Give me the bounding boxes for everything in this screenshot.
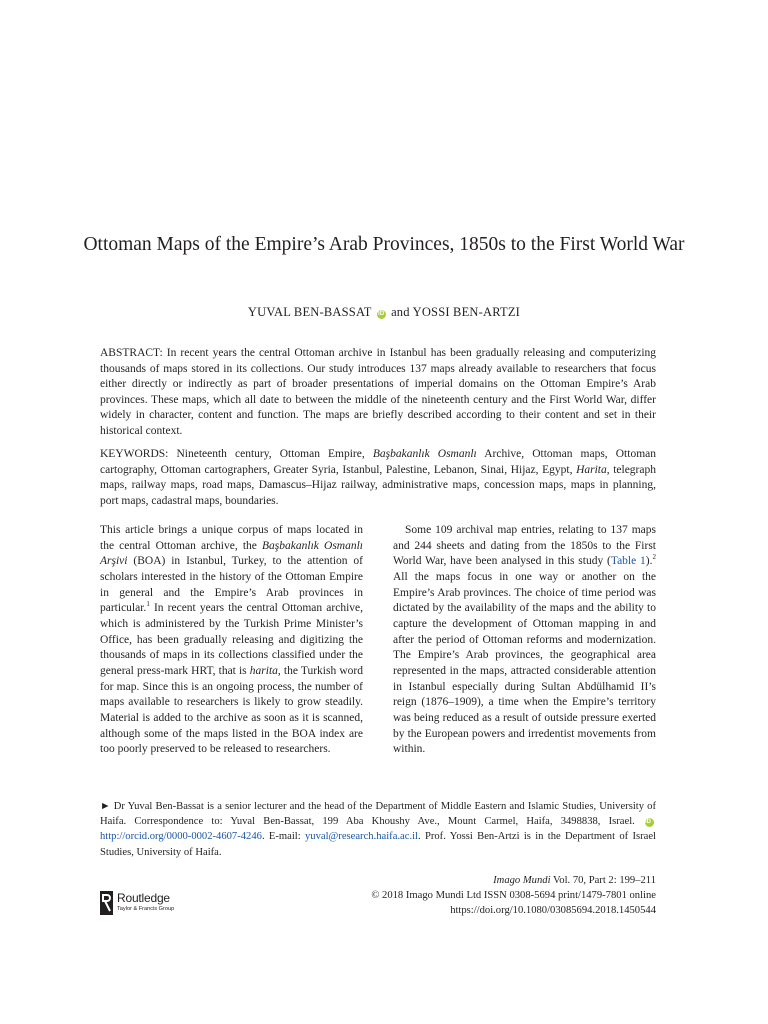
footnote-ref[interactable]: 2 (652, 553, 656, 562)
publisher-subtitle: Taylor & Francis Group (117, 906, 175, 912)
body-paragraph (100, 523, 363, 758)
body-column-right (393, 523, 656, 758)
body-text: All the maps focus in one way or another on the Empire’s Arab provinces. The choice of time period was dictated by the availability of the maps and the ability to capture the development of Ottoman mapping in and after the period of Ottoman reforms and modernization. The Empire’s Arab provinces, the geographical area represented in the maps, attracted considerable attention in Istanbul especially during Sultan Abdülhamid II’s reign (1876–1909), a time when the Empire’s territory was being reduced as a result of outside pressure exerted by the European powers and irredentist movements from within. (393, 570, 656, 756)
body-text: Some 109 archival map entries, relating to 137 maps and 244 sheets and dating from the 1850s to the First World War, have been analysed in this study ( (393, 524, 656, 568)
author-name: YOSSI BEN-ARTZI (412, 305, 521, 319)
footnote-text: Dr Yuval Ben-Bassat is a senior lecturer and the head of the Department of Middle Eastern and Islamic Studies, University of Haifa. Correspondence to: Yuval Ben-Bassat, 199 Aba Khoushy Ave., Mount Carmel, Haifa, 3498838, Israel. (100, 801, 657, 828)
body-text: This article brings a unique corpus of maps located in the central Ottoman archive, the (100, 524, 363, 552)
orcid-icon[interactable]: iD (378, 311, 385, 317)
publisher-name: Routledge (117, 891, 170, 905)
body-text-italic: harita (249, 664, 278, 677)
body-paragraph (393, 523, 656, 758)
footnote-text: . E-mail: (261, 831, 301, 843)
abstract (100, 346, 656, 440)
footnote-marker-icon: ► (100, 801, 111, 812)
body-text: (BOA) in Istanbul, Turkey, to the attention of scholars interested in the history of the Ottoman Empire in general and the Empire’s Arab provinces in particular. (100, 555, 363, 615)
copyright-line: © 2018 Imago Mundi Ltd ISSN 0308-5694 print/1479-7801 online (371, 889, 656, 901)
keywords-label: KEYWORDS: (100, 448, 169, 460)
abstract-text: In recent years the central Ottoman archive in Istanbul has been gradually releasing and computerizing thousands of maps stored in its collections. Our study introduces 137 maps already available to researchers that focus either directly or indirectly as part of broader presentations of imperial domains on the Ottoman Empire’s Arab provinces. These maps, which all date to between the middle of the nineteenth century and the First World War, differ widely in character, content and function. The maps are briefly described according to their content and set in their historical context. (100, 347, 657, 437)
orcid-icon[interactable]: iD (645, 818, 654, 827)
article-title: Ottoman Maps of the Empire’s Arab Provinces, 1850s to the First World War (83, 234, 685, 255)
journal-name: Imago Mundi (493, 875, 551, 886)
keywords-text: Harita (576, 463, 607, 476)
keywords-text: Başbakanlık Osmanlı (372, 448, 477, 460)
orcid-link[interactable]: http://orcid.org/0000-0002-4607-4246 (100, 831, 262, 843)
journal-volume: Vol. 70, Part 2: 199–211 (553, 875, 656, 886)
body-text: , the Turkish word for map. Since this is an ongoing process, the number of maps available to researchers is likely to grow steadily. Material is added to the archive as soon as it is scanned, although some of the maps listed in the BOA index are too poorly preserved to be released to researchers. (100, 664, 363, 756)
keywords-text: Archive, Ottoman maps, Ottoman cartography, Ottoman cartographers, Greater Syria, Istanbul, Palestine, Lebanon, Sinai, Hijaz, Egypt, (100, 448, 656, 476)
doi-link[interactable]: https://doi.org/10.1080/03085694.2018.1450544 (450, 904, 656, 916)
table-link[interactable]: Table 1 (610, 555, 646, 568)
keywords-text: , telegraph maps, railway maps, road maps, Damascus–Hijaz railway, administrative maps, concession maps, maps in planning, port maps, cadastral maps, boundaries. (100, 463, 656, 507)
author-line (0, 305, 768, 320)
body-text: In recent years the central Ottoman archive, which is administered by the Turkish Prime Minister’s Office, has been gradually releasing and digitizing the thousands of maps in its collections classified under the general press-mark HRT, that is (100, 602, 363, 677)
keywords (100, 447, 656, 509)
author-footnote (100, 799, 656, 860)
author-name: YUVAL BEN-BASSAT (247, 305, 372, 319)
body-text-italic: Başbakanlık Osmanlı Arşivi (100, 539, 363, 568)
publisher-logo (100, 889, 200, 917)
routledge-logo-icon (100, 891, 113, 915)
body-column-left (100, 523, 363, 758)
publication-info (296, 874, 656, 918)
abstract-label: ABSTRACT: (100, 347, 163, 359)
journal-line (296, 874, 656, 889)
author-separator: and (391, 305, 410, 319)
email-link[interactable]: yuval@research.haifa.ac.il (305, 831, 418, 843)
keywords-text: Nineteenth century, Ottoman Empire, (176, 448, 365, 460)
footnote-ref[interactable]: 1 (146, 600, 150, 609)
body-text: ). (645, 555, 653, 568)
footnote-text: . Prof. Yossi Ben-Artzi is in the Department of Israel Studies, University of Haifa. (100, 831, 656, 858)
